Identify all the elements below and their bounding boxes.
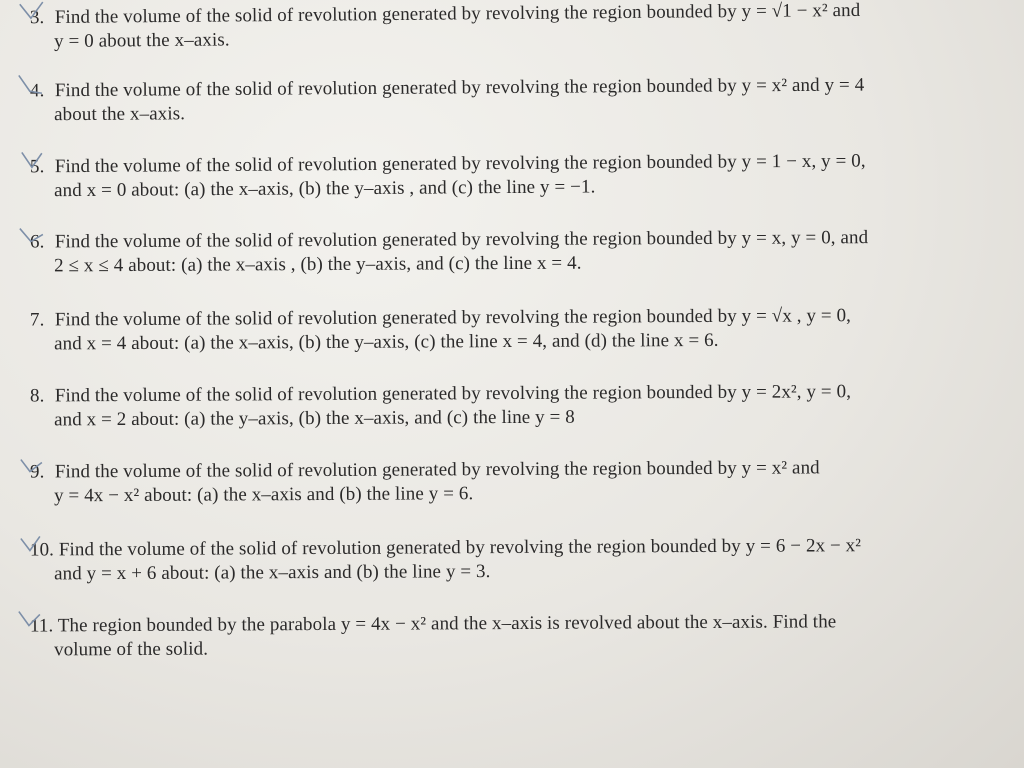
problem-text-line-1: The region bounded by the parabola y = 4x − x² and the x–axis is revolved about the x–axis. Find the bbox=[57, 611, 837, 637]
problem-text-line-1: Find the volume of the solid of revolution generated by revolving the region bounded by y = x, y = 0, and bbox=[54, 227, 869, 253]
problem-5 bbox=[30, 149, 990, 204]
problem-number: 10. bbox=[30, 538, 54, 562]
problem-text-line-2: and y = x + 6 about: (a) the x–axis and (b) the line y = 3. bbox=[54, 561, 491, 585]
problem-number: 8. bbox=[29, 385, 45, 407]
problem-text-line-2: about the x–axis. bbox=[54, 103, 186, 126]
problem-number: 9. bbox=[30, 460, 50, 484]
problem-text-line-2: y = 4x − x² about: (a) the x–axis and (b) the line y = 6. bbox=[54, 483, 474, 507]
problem-11 bbox=[30, 609, 990, 662]
problem-number: 5. bbox=[30, 155, 50, 179]
problem-text-line-1: Find the volume of the solid of revolution generated by revolving the region bounded by y = √1 − x² and bbox=[54, 0, 861, 28]
problem-3 bbox=[30, 0, 990, 54]
problem-6 bbox=[30, 225, 990, 278]
problem-8 bbox=[30, 379, 990, 432]
problem-text-line-2: and x = 2 about: (a) the y–axis, (b) the x–axis, and (c) the line y = 8 bbox=[54, 406, 575, 431]
problem-text-line-2: volume of the solid. bbox=[54, 638, 209, 661]
problem-text-line-1: Find the volume of the solid of revolution generated by revolving the region bounded by y = 6 − 2x − x² bbox=[58, 535, 862, 561]
problem-9 bbox=[30, 455, 990, 508]
problem-text-line-1: Find the volume of the solid of revolution generated by revolving the region bounded by y = 2x², y = 0, bbox=[54, 381, 852, 407]
problem-7 bbox=[30, 303, 990, 356]
problem-text-line-2: and x = 0 about: (a) the x–axis, (b) the y–axis , and (c) the line y = −1. bbox=[54, 176, 596, 202]
problem-number: 11. bbox=[30, 614, 53, 638]
problem-text-line-2: y = 0 about the x–axis. bbox=[54, 29, 230, 52]
problem-text-line-1: Find the volume of the solid of revolution generated by revolving the region bounded by y = 1 − x, y = 0, bbox=[54, 150, 866, 178]
problem-text-line-2: 2 ≤ x ≤ 4 about: (a) the x–axis , (b) the y–axis, and (c) the line x = 4. bbox=[54, 252, 582, 277]
problem-4 bbox=[30, 73, 990, 128]
problem-text-line-1: Find the volume of the solid of revolution generated by revolving the region bounded by y = x² and bbox=[54, 457, 820, 483]
problem-text-line-2: and x = 4 about: (a) the x–axis, (b) the y–axis, (c) the line x = 4, and (d) the line x = 6. bbox=[54, 329, 719, 355]
problem-10 bbox=[30, 533, 990, 586]
problem-number: 4. bbox=[30, 79, 50, 103]
problem-number: 7. bbox=[29, 309, 45, 331]
problem-text-line-1: Find the volume of the solid of revolution generated by revolving the region bounded by y = √x , y = 0, bbox=[54, 305, 852, 331]
problem-text-line-1: Find the volume of the solid of revolution generated by revolving the region bounded by y = x² and y = 4 bbox=[54, 74, 865, 102]
problem-number: 3. bbox=[30, 6, 50, 30]
problem-number: 6. bbox=[30, 230, 50, 254]
